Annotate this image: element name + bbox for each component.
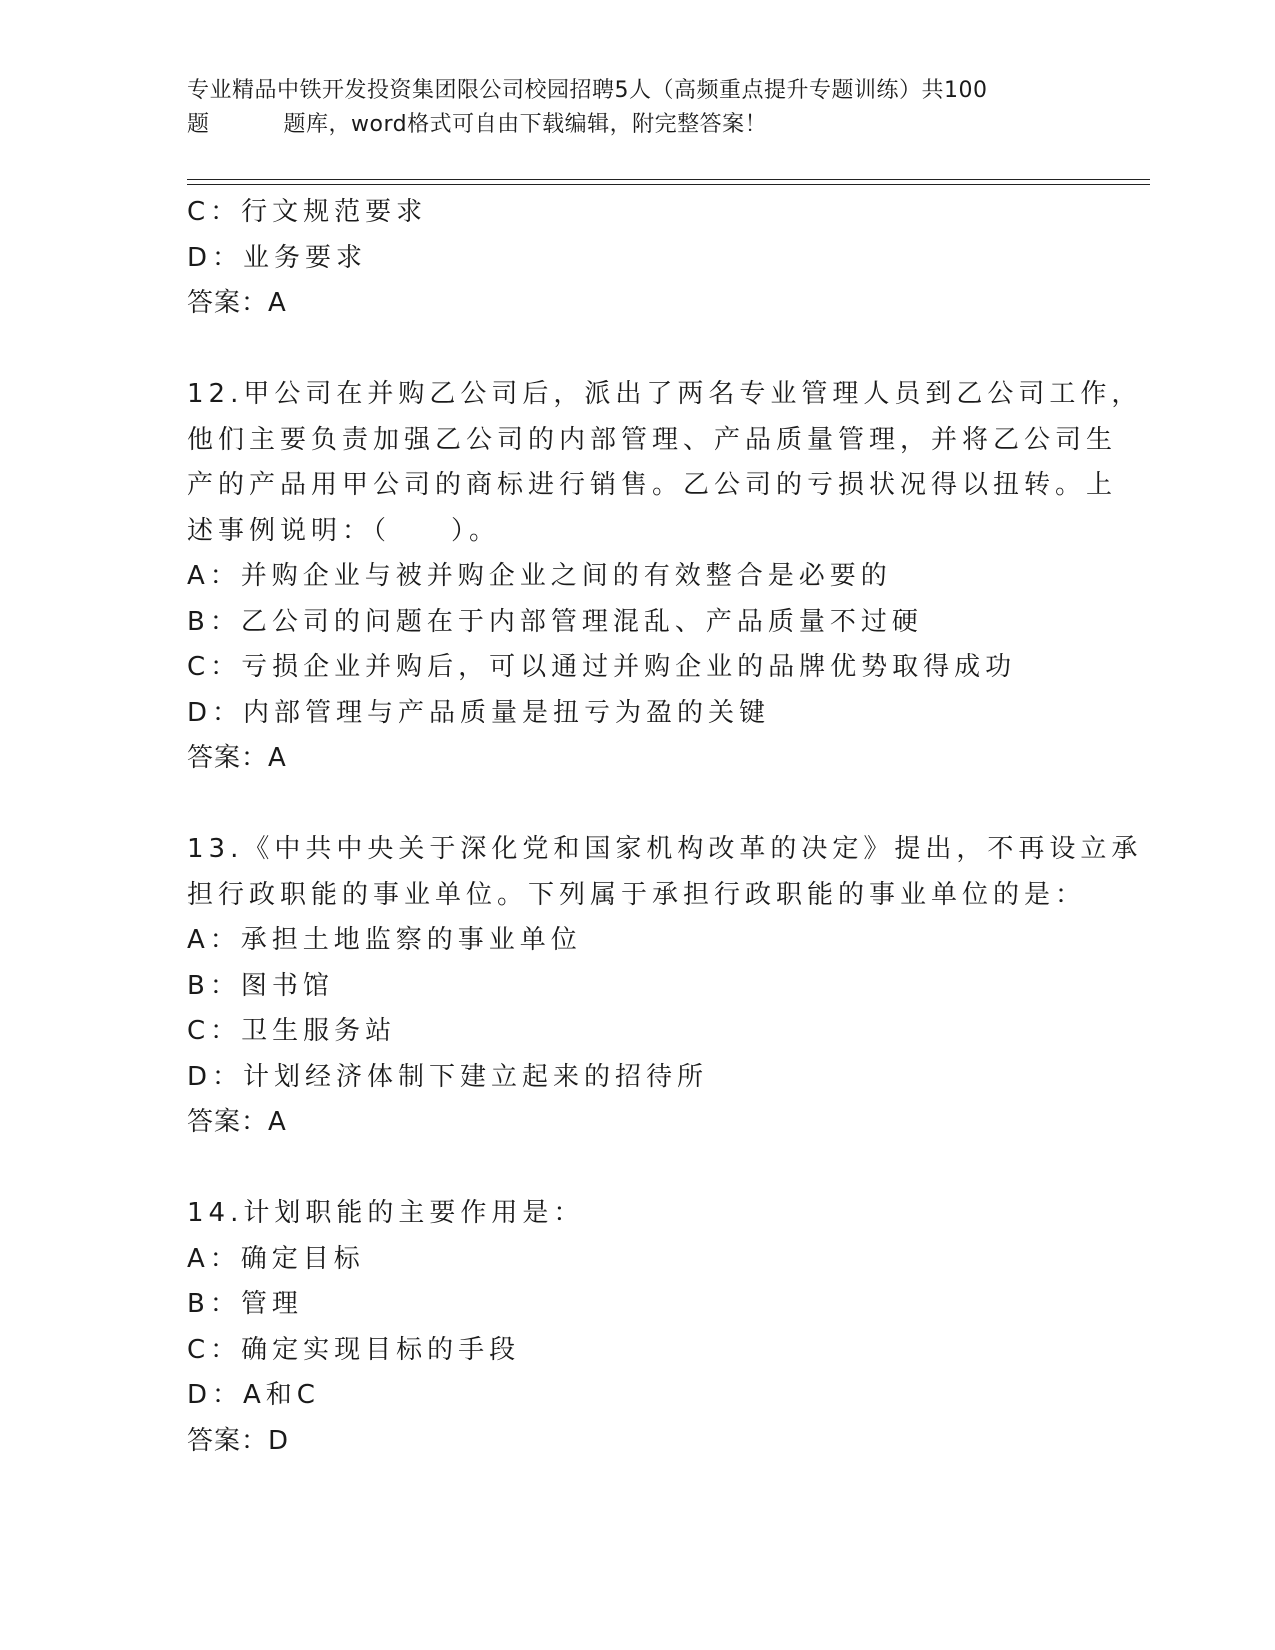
q13-option-d: D：计划经济体制下建立起来的招待所: [187, 1061, 709, 1092]
q13-stem-line-2: 担行政职能的事业单位。下列属于承担行政职能的事业单位的是：: [187, 879, 1087, 910]
q12-option-c: C：亏损企业并购后，可以通过并购企业的品牌优势取得成功: [187, 652, 1017, 682]
q13-answer: 答案：A: [187, 1107, 287, 1137]
q12-option-a: A：并购企业与被并购企业之间的有效整合是必要的: [187, 561, 892, 591]
q14-stem: 14.计划职能的主要作用是：: [187, 1198, 585, 1228]
q12-stem-line-4-b: ）。: [451, 515, 501, 546]
q14-answer: 答案：D: [187, 1425, 290, 1456]
header-title-line-2-a: 题: [187, 112, 210, 137]
q11-option-d: D：业务要求: [187, 242, 368, 273]
header-divider-top: [187, 179, 1150, 180]
q11-answer: 答案：A: [187, 288, 287, 318]
q13-stem-line-1: 13.《中共中央关于深化党和国家机构改革的决定》提出，不再设立承: [187, 834, 1143, 864]
header-divider-bottom: [187, 184, 1150, 185]
q12-stem-line-4-a: 述事例说明：（: [187, 515, 392, 546]
header-title-line-2: [187, 108, 1087, 142]
q13-option-b: B：图书馆: [187, 970, 334, 1001]
q14-option-c: C：确定实现目标的手段: [187, 1334, 521, 1365]
q12-stem-line-1: 12.甲公司在并购乙公司后，派出了两名专业管理人员到乙公司工作，: [187, 379, 1143, 409]
question-content: [187, 190, 1143, 1464]
q12-stem-line-3: 产的产品用甲公司的商标进行销售。乙公司的亏损状况得以扭转。上: [187, 470, 1118, 500]
q14-option-d: D：A和C: [187, 1380, 320, 1410]
q12-option-d: D：内部管理与产品质量是扭亏为盈的关键: [187, 697, 771, 728]
q12-option-b: B：乙公司的问题在于内部管理混乱、产品质量不过硬: [187, 606, 923, 637]
header-title-line-2-b: 题库，word格式可自由下载编辑，附完整答案！: [283, 112, 768, 137]
page-header: [187, 74, 1087, 142]
q11-option-c: C：行文规范要求: [187, 197, 428, 227]
q14-option-b: B：管理: [187, 1289, 303, 1319]
q12-stem-line-2: 他们主要负责加强乙公司的内部管理、产品质量管理，并将乙公司生: [187, 424, 1118, 455]
q12-stem-line-4: [187, 509, 1087, 555]
header-title-line-1: 专业精品中铁开发投资集团限公司校园招聘5人（高频重点提升专题训练）共100: [187, 78, 988, 103]
q13-option-c: C：卫生服务站: [187, 1016, 397, 1046]
q13-option-a: A：承担土地监察的事业单位: [187, 925, 582, 955]
q12-answer: 答案：A: [187, 743, 287, 773]
q14-option-a: A：确定目标: [187, 1243, 365, 1274]
